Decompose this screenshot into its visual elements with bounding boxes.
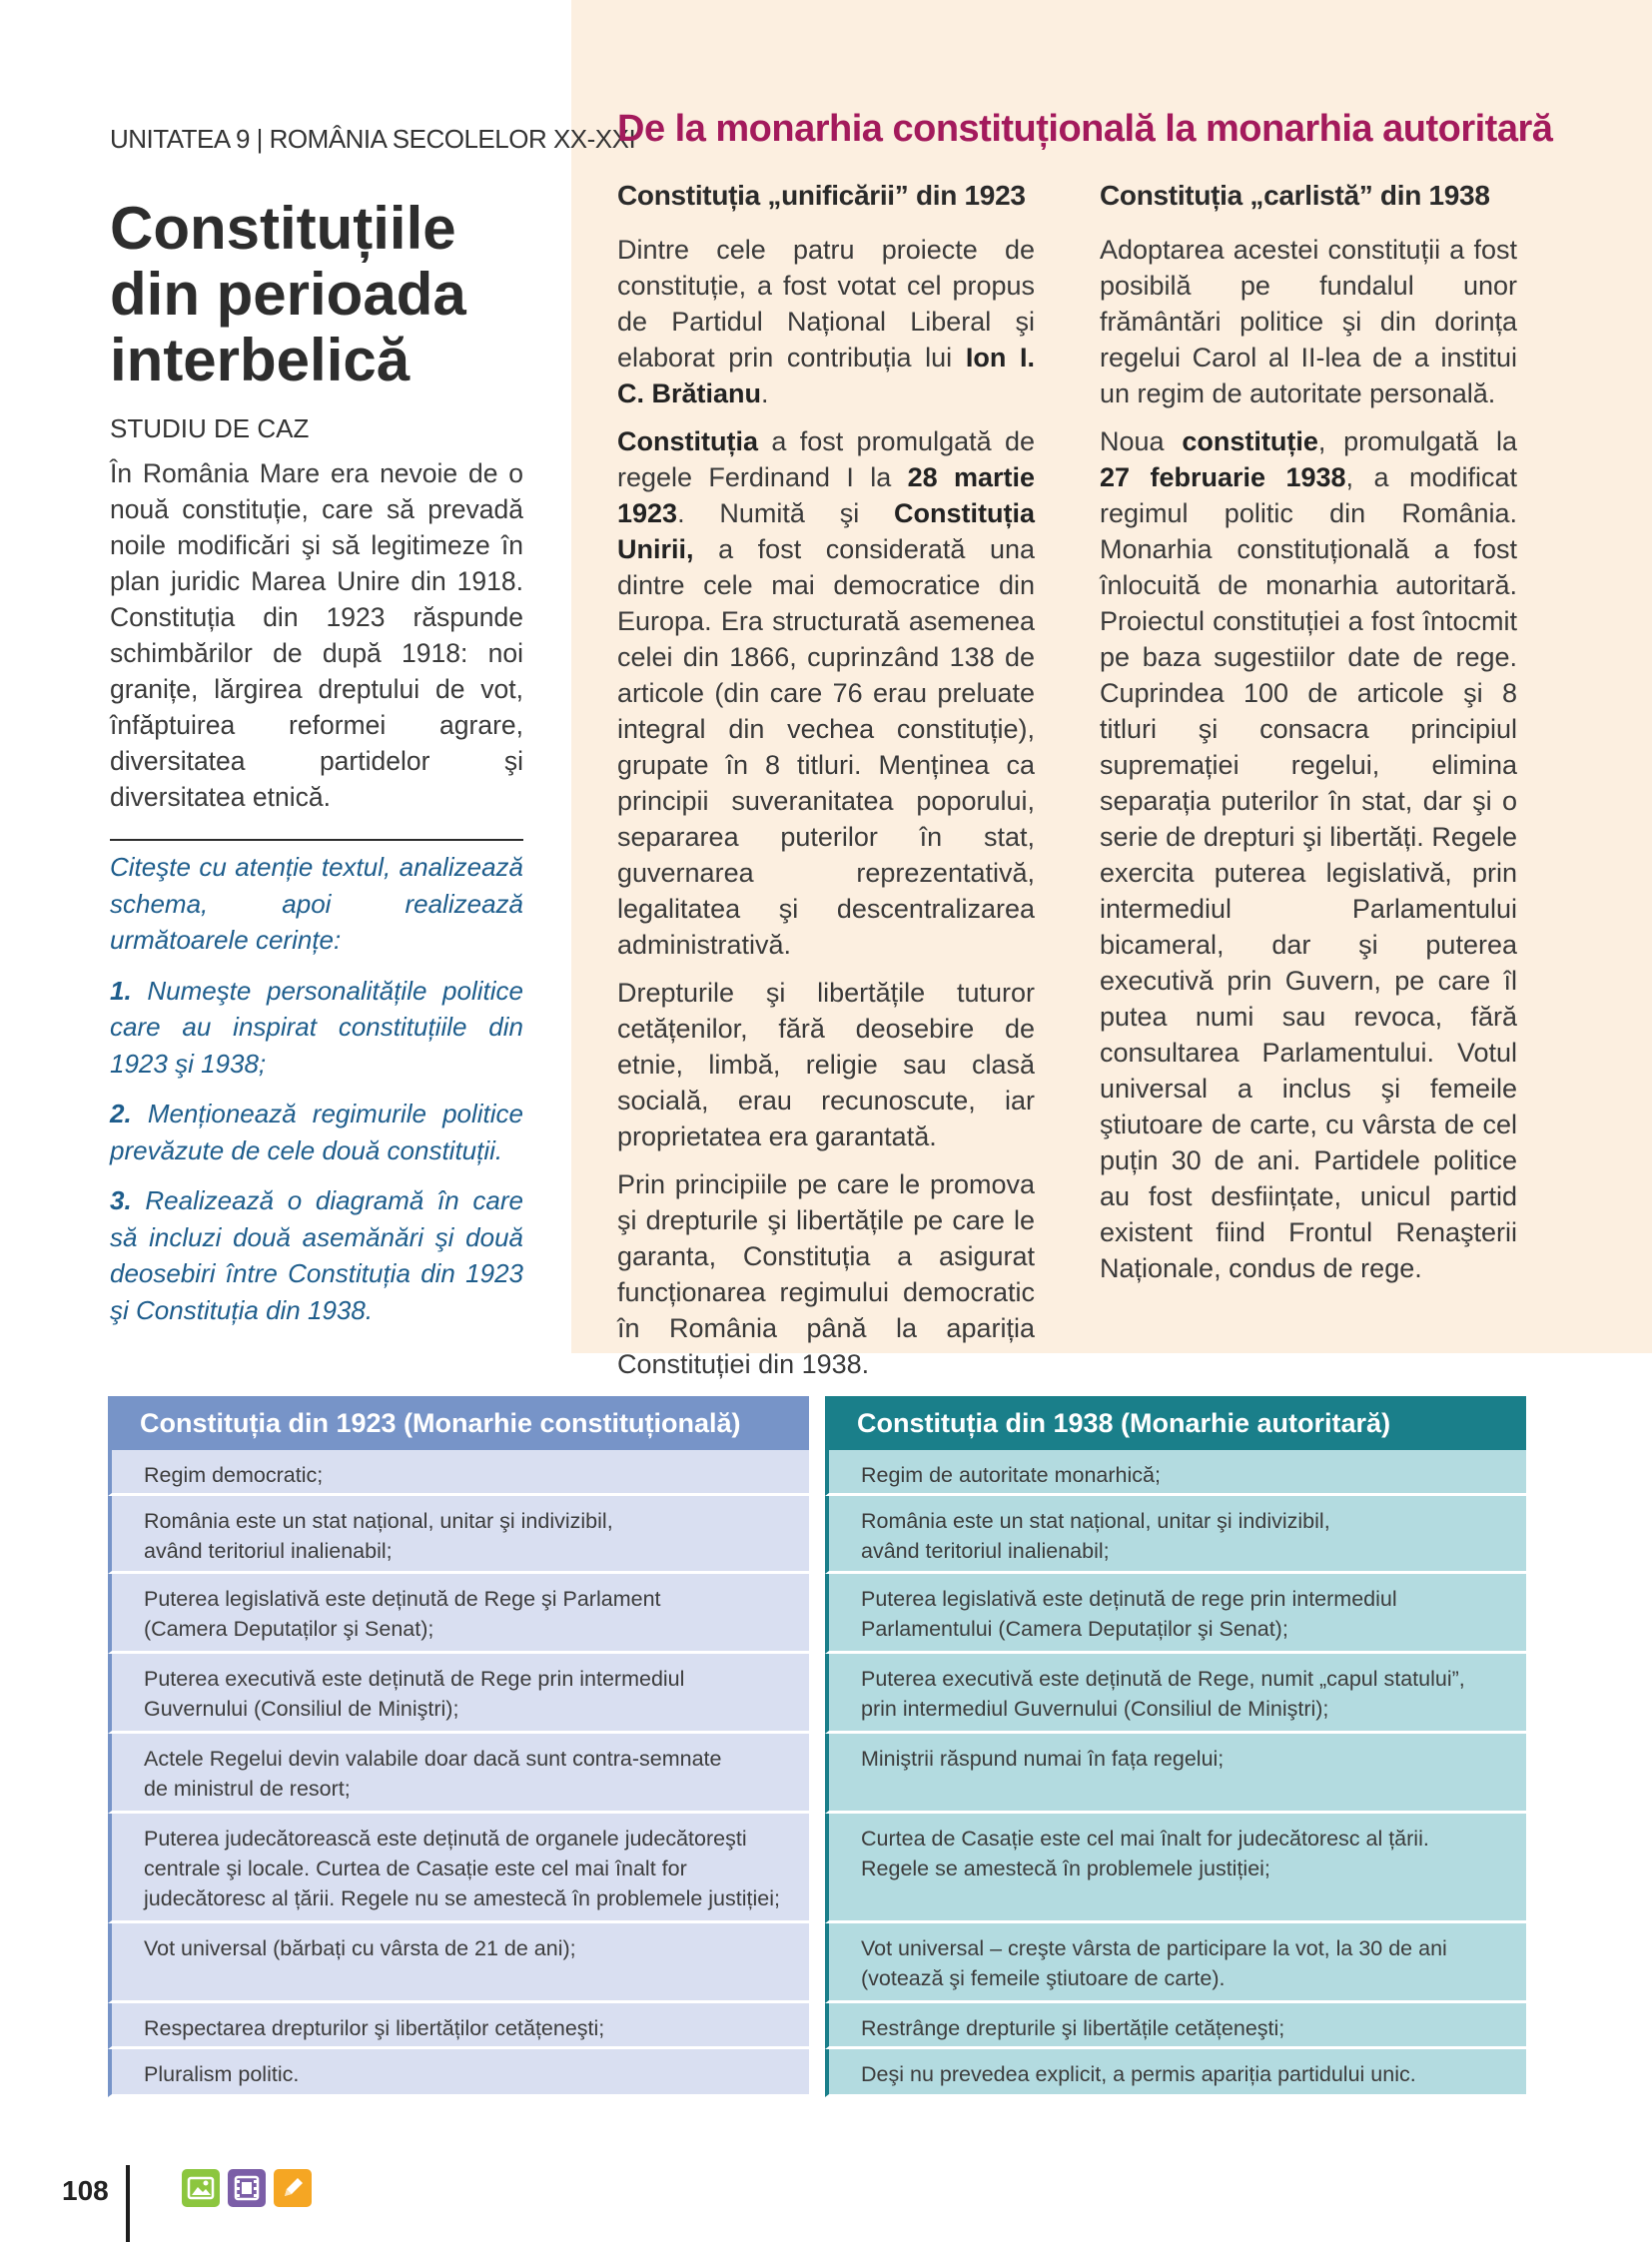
text-run: a fost promulgată de regele Ferdinand I la	[617, 426, 1035, 492]
text-run: Noua	[1100, 426, 1183, 456]
tasks-box	[110, 849, 523, 1342]
paragraph: Drepturile şi libertățile tuturor cetățenilor, fără deosebire de etnie, limbă, religie sau clasă socială, erau recunoscute, iar proprietatea era garantată.	[617, 978, 1035, 1151]
text-run: .	[761, 378, 769, 408]
table-row: Regim de autoritate monarhică;	[825, 1450, 1526, 1496]
task-number: 2.	[110, 1099, 132, 1128]
paragraph: Adoptarea acestei constituții a fost posibilă pe fundalul unor frământări politice şi din dorința regelui Carol al II-lea de a institui un regim de autoritate personală.	[1100, 235, 1517, 408]
paragraph	[617, 423, 1035, 963]
bold-run: 27 februarie 1938	[1100, 462, 1346, 492]
table-row: Pluralism politic.	[108, 2049, 809, 2097]
task-item	[110, 1096, 523, 1168]
task-number: 1.	[110, 975, 132, 1006]
bold-run: Ion I. C. Brătianu	[617, 343, 1035, 408]
table-row: Restrânge drepturile şi libertățile cetățeneşti;	[825, 2003, 1526, 2049]
bold-run: Constituția	[617, 426, 758, 456]
bold-run: 28 martie 1923	[617, 462, 1036, 528]
page-title	[110, 196, 549, 393]
footer-divider	[126, 2165, 130, 2242]
bold-run: constituție	[1182, 426, 1318, 456]
image-icon[interactable]	[182, 2169, 220, 2207]
divider	[110, 839, 523, 841]
column-heading: Constituția „unificării” din 1923	[617, 180, 1026, 211]
bold-run: Constituția Unirii,	[617, 498, 1035, 564]
table-header: Constituția din 1938 (Monarhie autoritară)	[825, 1396, 1526, 1450]
task-number: 3.	[110, 1185, 132, 1215]
paragraph	[617, 232, 1035, 411]
unit-label: UNITATEA 9 | ROMÂNIA SECOLELOR XX-XXI	[110, 124, 636, 154]
column-1938	[1100, 178, 1517, 1298]
pencil-icon[interactable]	[274, 2169, 312, 2207]
title-line: din perioada	[110, 261, 466, 328]
instructions: Citeşte cu atenție textul, analizează schema, apoi realizează următoarele cerințe:	[110, 852, 523, 955]
task-item	[110, 973, 523, 1083]
page-number: 108	[62, 2175, 109, 2206]
table-1938	[825, 1396, 1526, 2097]
paragraph: Prin principiile pe care le promova şi drepturile şi libertățile pe care le garanta, Constituția a asigurat funcționarea regimului democratic în România până la apariția Constituției din 1938.	[617, 1169, 1035, 1379]
table-row: Puterea legislativă este deținută de Rege şi Parlament (Camera Deputaților şi Senat);	[108, 1574, 809, 1654]
table-row: România este un stat național, unitar şi indivizibil, având teritoriul inalienabil;	[825, 1496, 1526, 1574]
table-row: Puterea judecătorească este deținută de organele judecătoreşti centrale şi locale. Curtea de Casație este cel mai înalt for judecătoresc al țării. Regele nu se amestecă în problemele justiției;	[108, 1814, 809, 1923]
paragraph	[1100, 423, 1517, 1286]
column-1923	[617, 178, 1035, 1394]
intro-text: În România Mare era nevoie de o nouă constituție, care să prevadă noile modificări şi să legitimeze în plan juridic Marea Unire din 1918. Constituția din 1923 răspunde schimbărilor de după 1918: noi granițe, lărgirea dreptului de vot, înfăptuirea reformei agrare, diversitatea partidelor şi diversitatea etnică.	[110, 458, 523, 812]
case-study-label: STUDIU DE CAZ	[110, 413, 310, 443]
task-item	[110, 1182, 523, 1328]
text-run: Dintre cele patru proiecte de constituție, a fost votat cel propus de Partidul Național Liberal şi elaborat prin contribuția lui	[617, 235, 1035, 373]
table-row: Puterea legislativă este deținută de rege prin intermediul Parlamentului (Camera Deputaților şi Senat);	[825, 1574, 1526, 1654]
table-row: Curtea de Casație este cel mai înalt for judecătoresc al țării. Regele se amestecă în problemele justiției;	[825, 1814, 1526, 1923]
table-row: Deşi nu prevedea explicit, a permis apariția partidului unic.	[825, 2049, 1526, 2097]
task-text: Numeşte personalitățile politice care au inspirat constituțiile din 1923 şi 1938;	[110, 975, 523, 1079]
text-run: , promulgată la	[1317, 426, 1517, 456]
task-text: Realizează o diagramă în care să incluzi două asemănări şi două deosebiri între Constituția din 1923 şi Constituția din 1938.	[110, 1185, 523, 1325]
text-run: , a modificat regimul politic din România. Monarhia constituțională a fost înlocuită de monarhia autoritară. Proiectul constituției a fost întocmit pe baza sugestiilor date de rege. Cuprindea 100 de articole şi 8 titluri şi consacra principiul supremației regelui, elimina separația puterilor în stat, dar şi o serie de drepturi şi libertăți. Regele exercita puterea legislativă, prin intermediul Parlamentului bicameral, dar şi puterea executivă prin Guvern, pe care îl putea numi sau revoca, fără consultarea Parlamentului. Votul universal a inclus şi femeile ştiutoare de carte, cu vârsta de cel puțin 30 de ani. Partidele politice au fost desființate, unicul partid existent fiind Frontul Renaşterii Naționale, condus de rege.	[1100, 462, 1518, 1283]
text-run: a fost considerată una dintre cele mai democratice din Europa. Era structurată asemenea celei din 1866, cuprinzând 138 de articole (din care 76 erau preluate integral din vechea constituție), grupate în 8 titluri. Menținea ca principii suveranitatea poporului, separarea puterilor în stat, guvernarea reprezentativă, legalitatea şi descentralizarea administrativă.	[617, 534, 1035, 960]
table-row: Vot universal (bărbați cu vârsta de 21 de ani);	[108, 1923, 809, 2003]
title-line: interbelică	[110, 327, 411, 393]
table-header: Constituția din 1923 (Monarhie constituțională)	[108, 1396, 809, 1450]
text-run: . Numită şi	[677, 498, 894, 528]
table-row: Puterea executivă este deținută de Rege prin intermediul Guvernului (Consiliul de Miniştri);	[108, 1654, 809, 1734]
table-row: România este un stat național, unitar şi indivizibil, având teritoriul inalienabil;	[108, 1496, 809, 1574]
table-row: Miniştrii răspund numai în fața regelui;	[825, 1734, 1526, 1814]
table-row: Respectarea drepturilor şi libertăților cetățeneşti;	[108, 2003, 809, 2049]
table-row: Actele Regelui devin valabile doar dacă sunt contra-semnate de ministrul de resort;	[108, 1734, 809, 1814]
film-icon[interactable]	[228, 2169, 266, 2207]
title-line: Constituțiile	[110, 195, 456, 262]
table-row: Regim democratic;	[108, 1450, 809, 1496]
section-title: De la monarhia constituțională la monarhia autoritară	[617, 108, 1553, 150]
table-1923	[108, 1396, 809, 2097]
column-heading: Constituția „carlistă” din 1938	[1100, 180, 1490, 211]
task-text: Menționează regimurile politice prevăzute de cele două constituții.	[110, 1099, 523, 1165]
table-row: Vot universal – creşte vârsta de participare la vot, la 30 de ani (votează şi femeile ştiutoare de carte).	[825, 1923, 1526, 2003]
table-row: Puterea executivă este deținută de Rege, numit „capul statului”, prin intermediul Guvernului (Consiliul de Miniştri);	[825, 1654, 1526, 1734]
